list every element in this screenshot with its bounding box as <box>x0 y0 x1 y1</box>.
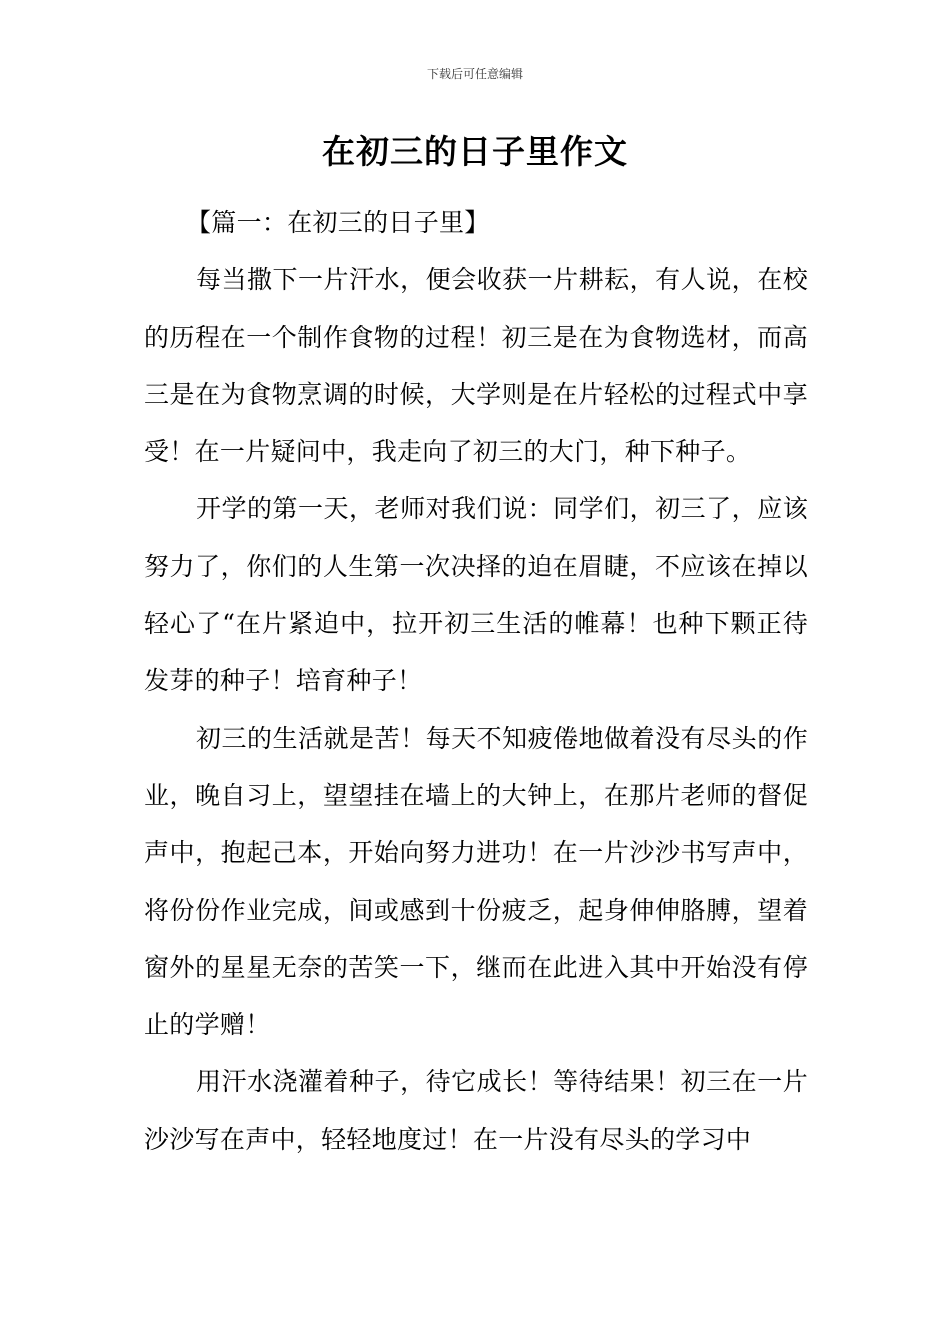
paragraph: 用汗水浇灌着种子，待它成长！等待结果！初三在一片沙沙写在声中，轻轻地度过！在一片没有尽头的学习中 <box>144 1067 808 1154</box>
header-note: 下载后可任意编辑 <box>426 67 523 81</box>
document-title: 在初三的日子里作文 <box>322 132 628 171</box>
paragraph: 开学的第一天，老师对我们说：同学们，初三了，应该努力了，你们的人生第一次决择的迫在眉睫，不应该在掉以轻心了“在片紧迫中，拉开初三生活的帷幕！也种下颗正待发芽的种子！培育种子！ <box>144 494 808 696</box>
paragraph: 初三的生活就是苦！每天不知疲倦地做着没有尽头的作业，晚自习上，望望挂在墙上的大钟上，在那片老师的督促声中，抱起己本，开始向努力进功！在一片沙沙书写声中，将份份作业完成，间或感到十份疲乏，起身伸伸胳膊，望着窗外的星星无奈的苦笑一下，继而在此进入其中开始没有停止的学赠！ <box>144 723 808 1040</box>
document-body <box>144 194 808 1168</box>
section-heading: 【篇一：在初三的日子里】 <box>186 208 490 237</box>
paragraph: 每当撒下一片汗水，便会收获一片耕耘，有人说，在校的历程在一个制作食物的过程！初三是在为食物选材，而高三是在为食物烹调的时候，大学则是在片轻松的过程式中享受！在一片疑问中，我走向了初三的大门，种下种子。 <box>144 265 808 467</box>
